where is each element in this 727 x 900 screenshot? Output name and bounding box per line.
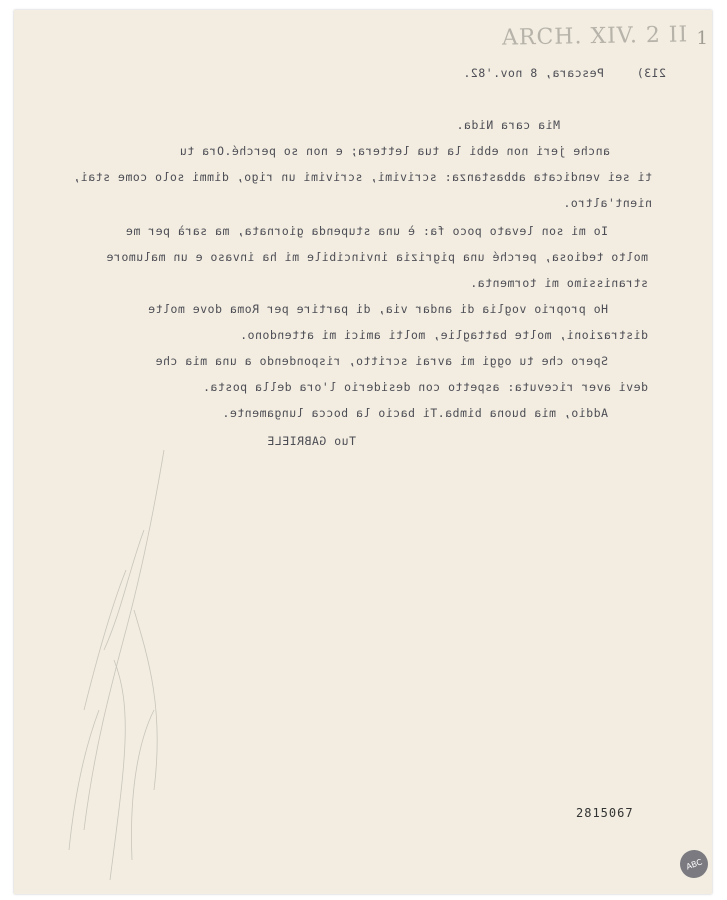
pencil-corner-number: 1 — [696, 28, 708, 49]
letter-line: molto tediosa, perché una pigrizia invincibile mi ha invaso e un malumore — [106, 250, 648, 264]
letter-line: Addio, mia buona bimba.Ti bacio la bocca lungamente. — [221, 406, 608, 420]
letter-line: anche jeri non ebbi la tua lettera; e non so perché.Ora tu — [179, 144, 610, 158]
stamp-text: ABC — [684, 856, 704, 872]
letter-number: 213) — [636, 66, 666, 80]
letter-salutation: Mia cara Nida. — [456, 118, 560, 132]
typed-letter-mirrored — [14, 10, 712, 894]
letter-line: ti sei vendicata abbastanza: scrivimi, scrivimi un rigo, dimmi solo come stai, — [72, 170, 652, 184]
letter-line: Ho proprio voglia di andar via, di partire per Roma dove molte — [147, 302, 608, 316]
letter-line: Io mi son levato poco fa: è una stupenda giornata, ma sarà per me — [125, 224, 608, 238]
letter-place-date: Pescara, 8 nov.'82. — [462, 66, 604, 80]
letter-line: devi aver ricevuta: aspetto con desiderio l'ora della posta. — [202, 380, 648, 394]
letter-signature: Tuo GABRIELE — [266, 434, 356, 448]
pencil-archive-mark: ARCH. XIV. 2 II — [501, 22, 689, 51]
letter-line: nient'altro. — [562, 196, 652, 210]
letter-line: Spero che tu oggi mi avrai scritto, rispondendo a una mia che — [155, 354, 608, 368]
letter-line: stranissimo mi tormenta. — [469, 276, 648, 290]
archive-number: 2815067 — [576, 806, 634, 820]
letter-line: distrazioni, molte battaglie, molti amici mi attendono. — [239, 328, 648, 342]
letter-sheet — [14, 10, 712, 894]
